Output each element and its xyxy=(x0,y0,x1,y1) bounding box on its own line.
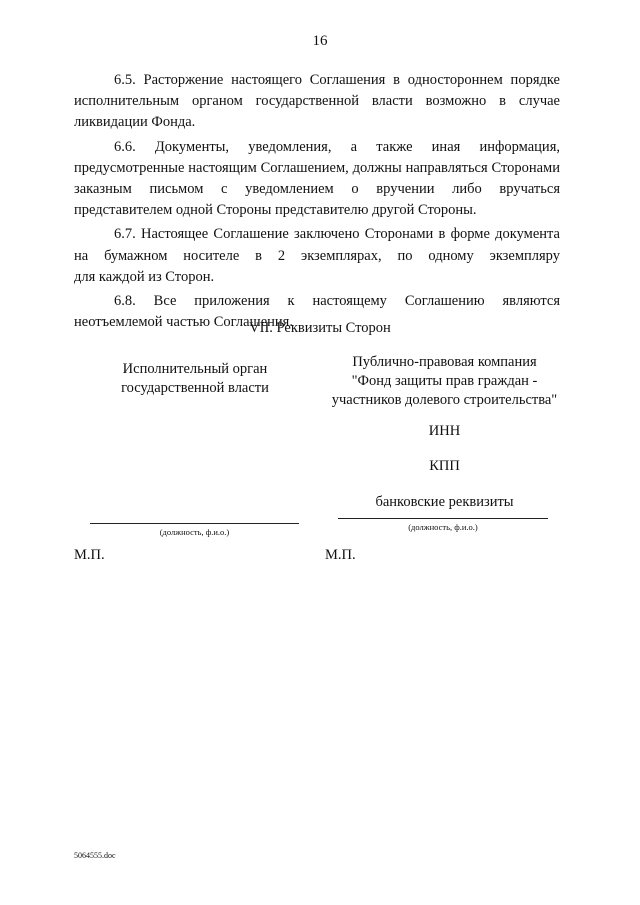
agreement-clauses xyxy=(74,70,560,336)
signature-caption-right: (должность, ф.и.о.) xyxy=(408,522,478,532)
clause-6-6-tail: представителем одной Стороны представителю другой Стороны. xyxy=(74,202,477,219)
right-party-line-3: участников долевого строительства" xyxy=(331,392,558,408)
right-party-line-1: Публично-правовая компания xyxy=(352,354,537,370)
right-party xyxy=(312,353,577,410)
left-party-line-1: Исполнительный орган xyxy=(122,361,268,377)
stamp-placeholder-left: М.П. xyxy=(74,547,105,563)
clause-6-8-tail: неотъемлемой частью Соглашения. xyxy=(74,314,293,331)
signature-line-right xyxy=(338,518,548,519)
footer-file-name: 5064555.doc xyxy=(74,851,116,860)
clause-6-5-tail: ликвидации Фонда. xyxy=(74,114,196,131)
signature-line-left xyxy=(90,523,299,524)
left-party-line-2: государственной власти xyxy=(121,380,269,396)
clause-6-6-lead: 6.6. Документы, уведомления, а также иная информация, предусмотренные настоящим Соглашением, должны направляться Сторонами заказным письмом с уведомлением о вручении либо вручаться xyxy=(74,138,560,198)
clause-6-5 xyxy=(74,70,560,134)
clause-6-8-lead: 6.8. Все приложения к настоящему Соглашению являются xyxy=(114,293,560,310)
clause-6-5-lead: 6.5. Расторжение настоящего Соглашения в одностороннем порядке исполнительным органом государственной власти возможно в случае xyxy=(74,72,560,110)
left-party xyxy=(90,360,300,398)
clause-6-7-lead: 6.7. Настоящее Соглашение заключено Сторонами в форме документа на бумажном носителе в 2 экземплярах, по одному экземпляру xyxy=(74,226,560,264)
section-title: VII. Реквизиты Сторон xyxy=(249,320,391,336)
clause-6-6 xyxy=(74,137,560,222)
right-party-line-2: "Фонд защиты прав граждан - xyxy=(351,373,538,389)
signature-caption-left: (должность, ф.и.о.) xyxy=(159,527,230,537)
inn-label: ИНН xyxy=(428,423,461,439)
bank-requisites-label: банковские реквизиты xyxy=(375,494,514,510)
page-number: 16 xyxy=(312,33,328,49)
stamp-placeholder-right: М.П. xyxy=(325,547,356,563)
clause-6-7 xyxy=(74,224,560,288)
kpp-label: КПП xyxy=(429,458,460,474)
clause-6-7-tail: для каждой из Сторон. xyxy=(74,268,215,285)
